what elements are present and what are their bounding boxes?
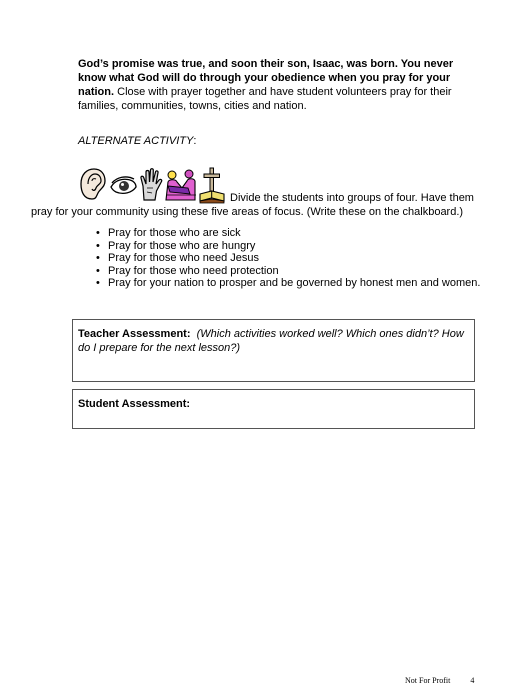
teacher-assessment-box[interactable]: [72, 319, 475, 382]
teacher-assessment-prompt: (Which activities worked well? Which ones didn’t? How do I prepare for the next lesson?): [78, 328, 464, 354]
list-item: • Pray for those who need Jesus: [96, 252, 480, 265]
prayer-icons: [78, 166, 228, 204]
page-number: 4: [470, 676, 475, 685]
student-assessment-box[interactable]: [72, 389, 475, 429]
list-item: • Pray for those who need protection: [96, 265, 480, 278]
page-footer: [405, 676, 474, 685]
hugging-people-icon: [166, 170, 196, 200]
intro-bold-text: God’s promise was true, and soon their son, Isaac, was born. You never know what God will do through your obedience when you pray for your nation.: [78, 58, 454, 98]
list-item: • Pray for your nation to prosper and be governed by honest men and women.: [96, 277, 480, 290]
alternate-activity-colon: :: [193, 135, 197, 147]
list-item: • Pray for those who are hungry: [96, 240, 480, 253]
teacher-assessment-label: Teacher Assessment:: [78, 328, 191, 340]
alternate-activity-title: ALTERNATE ACTIVITY: [78, 135, 194, 147]
pray-instruction: pray for your community using these five areas of focus. (Write these on the chalkboard.): [31, 206, 464, 218]
alternate-activity-heading: [78, 134, 196, 148]
hand-icon: [141, 169, 162, 200]
focus-list: [96, 227, 480, 290]
list-item: • Pray for those who are sick: [96, 227, 480, 240]
divide-instruction: Divide the students into groups of four. Have them: [230, 192, 474, 204]
ear-icon: [81, 169, 105, 199]
student-assessment-label: Student Assessment:: [78, 398, 191, 410]
eye-icon: [111, 177, 136, 193]
intro-paragraph: [78, 57, 478, 113]
intro-rest-text: Close with prayer together and have student volunteers pray for their families, communities, towns, cities and nation.: [78, 86, 452, 112]
cross-on-bible-icon: [200, 168, 224, 203]
footer-text: Not For Profit: [405, 676, 451, 685]
